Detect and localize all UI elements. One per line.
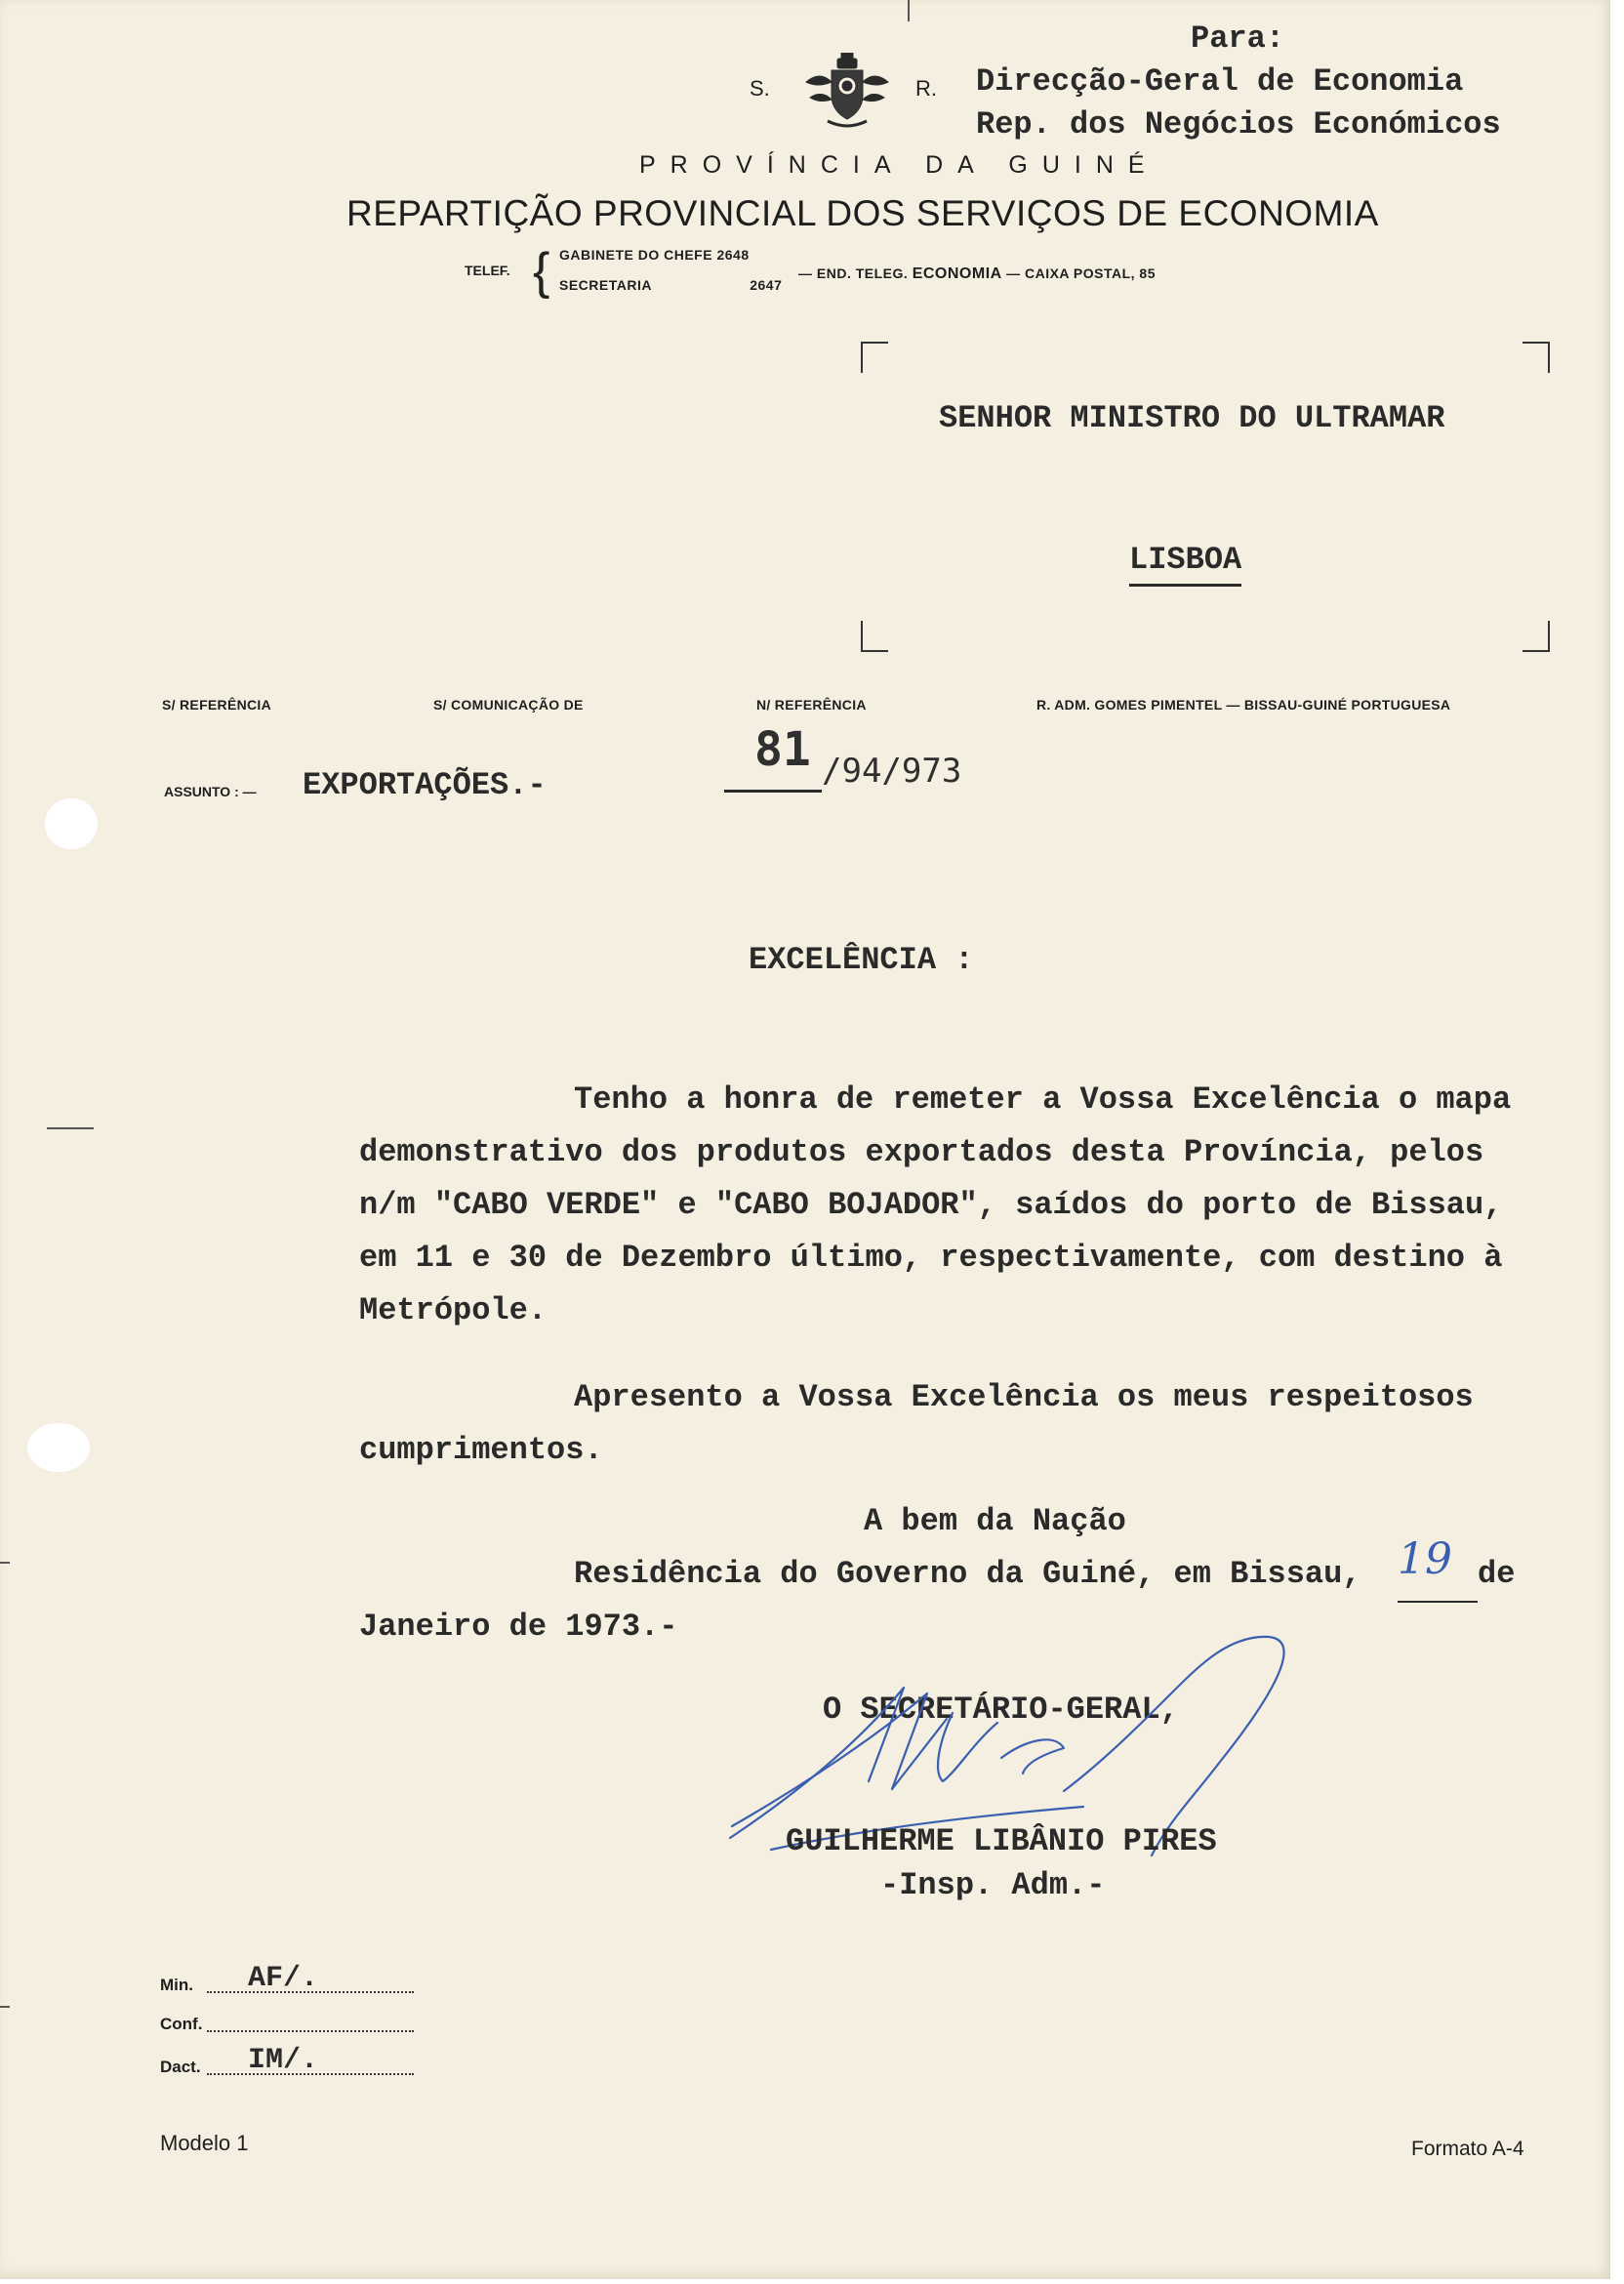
- para-label: Para:: [1191, 20, 1285, 57]
- secretaria-label: [559, 277, 782, 293]
- s-comunicacao-label: S/ COMUNICAÇÃO DE: [433, 697, 584, 713]
- reference-suffix: /94/973: [822, 752, 962, 791]
- paragraph-1-line-1: Tenho a honra de remeter a Vossa Excelência o mapa: [574, 1081, 1512, 1118]
- sr-r-label: R.: [915, 76, 937, 101]
- min-value: AF/.: [248, 1962, 319, 1995]
- signatory-name: GUILHERME LIBÂNIO PIRES: [786, 1823, 1217, 1859]
- paragraph-1-line-4: em 11 e 30 de Dezembro último, respectivamente, com destino à: [359, 1240, 1503, 1276]
- reference-number-underline: [724, 790, 822, 793]
- punch-hole-top: [45, 798, 98, 849]
- date-line-2: Janeiro de 1973.-: [359, 1609, 678, 1645]
- conf-dotted-line: [207, 2030, 414, 2032]
- address-frame-corner-tl: [861, 342, 888, 373]
- secretaria-phone: 2647: [750, 277, 783, 293]
- signatory-title: O SECRETÁRIO-GERAL,: [823, 1692, 1179, 1728]
- caixa-postal: — CAIXA POSTAL, 85: [1006, 265, 1156, 281]
- conf-label: Conf.: [160, 2015, 203, 2033]
- telef-label: TELEF.: [465, 263, 510, 278]
- reference-number: 81: [754, 722, 811, 777]
- sender-address: R. ADM. GOMES PIMENTEL — BISSAU-GUINÉ PORTUGUESA: [1036, 697, 1451, 713]
- para-line-1: Direcção-Geral de Economia: [976, 63, 1464, 100]
- address-frame-corner-bl: [861, 621, 888, 652]
- fold-mark-left: [47, 1127, 94, 1129]
- gabinete-phone: GABINETE DO CHEFE 2648: [559, 247, 750, 263]
- coat-of-arms-icon: [802, 53, 892, 131]
- fold-mark-top: [908, 0, 910, 21]
- paragraph-2-line-1: Apresento a Vossa Excelência os meus respeitosos: [574, 1379, 1474, 1415]
- paragraph-1-line-3: n/m "CABO VERDE" e "CABO BOJADOR", saídos do porto de Bissau,: [359, 1187, 1503, 1223]
- edge-tick-left-1: [0, 1562, 10, 1564]
- dact-label: Dact.: [160, 2058, 201, 2076]
- s-referencia-label: S/ REFERÊNCIA: [162, 697, 272, 713]
- min-label: Min.: [160, 1976, 193, 1994]
- addressee-city: LISBOA: [1129, 542, 1241, 587]
- place-date-line: Residência do Governo da Guiné, em Bissau,: [574, 1556, 1361, 1592]
- telef-brace: {: [533, 243, 550, 300]
- telegraph-address: [798, 265, 1156, 283]
- province-title: PROVÍNCIA DA GUINÉ: [639, 151, 1159, 179]
- addressee: SENHOR MINISTRO DO ULTRAMAR: [939, 400, 1445, 436]
- end-teleg-word: ECONOMIA: [912, 265, 1002, 282]
- paragraph-1-line-2: demonstrativo dos produtos exportados desta Província, pelos: [359, 1134, 1484, 1170]
- dact-value: IM/.: [248, 2044, 319, 2077]
- assunto-value: EXPORTAÇÕES.-: [303, 767, 547, 803]
- department-title: REPARTIÇÃO PROVINCIAL DOS SERVIÇOS DE ECONOMIA: [346, 193, 1379, 233]
- n-referencia-label: N/ REFERÊNCIA: [756, 697, 867, 713]
- recipient-block: [976, 18, 1501, 146]
- format-label: Formato A-4: [1411, 2138, 1524, 2160]
- paragraph-2-line-2: cumprimentos.: [359, 1432, 603, 1468]
- greeting: EXCELÊNCIA :: [749, 942, 974, 978]
- punch-hole-bottom: [27, 1423, 90, 1472]
- end-teleg-label: — END. TELEG.: [798, 265, 909, 281]
- address-frame-corner-tr: [1522, 342, 1550, 373]
- address-frame-corner-br: [1522, 621, 1550, 652]
- handwritten-day: 19: [1398, 1534, 1452, 1584]
- assunto-label: ASSUNTO : —: [164, 784, 257, 799]
- secretaria-name: SECRETARIA: [559, 277, 652, 293]
- day-underline: [1398, 1601, 1478, 1603]
- para-line-2: Rep. dos Negócios Económicos: [976, 106, 1501, 143]
- closing-formula: A bem da Nação: [864, 1503, 1126, 1539]
- signatory-role: -Insp. Adm.-: [880, 1867, 1106, 1903]
- place-date-de: de: [1478, 1556, 1516, 1592]
- model-label: Modelo 1: [160, 2131, 249, 2155]
- sr-s-label: S.: [750, 76, 770, 101]
- paragraph-1-line-5: Metrópole.: [359, 1292, 548, 1328]
- edge-tick-left-2: [0, 2006, 10, 2008]
